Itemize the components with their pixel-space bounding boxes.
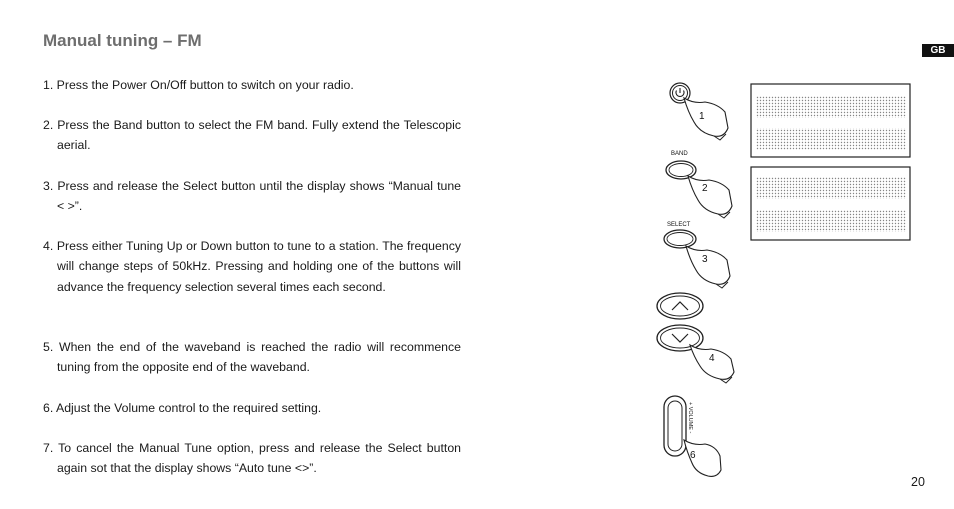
pointing-hand-icon xyxy=(690,345,734,383)
tuning-down-button-icon xyxy=(657,325,703,351)
language-badge: GB xyxy=(922,44,954,57)
step-7: 7. To cancel the Manual Tune option, press and release the Select button again sot that the display shows “Auto tune <>”. xyxy=(43,441,461,476)
pointing-hand-icon xyxy=(688,176,732,218)
volume-control-icon xyxy=(664,396,686,456)
marker-6: 6 xyxy=(690,450,696,461)
pointing-hand-icon xyxy=(686,246,730,288)
page-title: Manual tuning – FM xyxy=(43,31,202,50)
tuning-up-button-icon xyxy=(657,293,703,319)
marker-1: 1 xyxy=(699,111,705,122)
volume-label: + VOLUME - xyxy=(687,402,693,434)
marker-3: 3 xyxy=(702,254,708,265)
band-button-icon xyxy=(666,161,696,179)
pointing-hand-icon xyxy=(684,98,728,140)
marker-2: 2 xyxy=(702,183,708,194)
step-1: 1. Press the Power On/Off button to switch on your radio. xyxy=(43,78,354,92)
page-number: 20 xyxy=(911,475,925,489)
step-4: 4. Press either Tuning Up or Down button to tune to a station. The frequency will change steps of 50kHz. Pressing and holding one of the buttons will advance the frequency selection several times each second. xyxy=(43,239,461,294)
marker-4: 4 xyxy=(709,353,715,364)
lcd-display xyxy=(751,84,910,157)
step-2: 2. Press the Band button to select the FM band. Fully extend the Telescopic aerial. xyxy=(43,118,461,153)
step-6: 6. Adjust the Volume control to the required setting. xyxy=(43,401,322,415)
select-label: SELECT xyxy=(667,222,691,228)
band-label: BAND xyxy=(671,151,688,157)
step-3: 3. Press and release the Select button until the display shows “Manual tune < >”. xyxy=(43,179,461,214)
lcd-display xyxy=(751,167,910,240)
step-5: 5. When the end of the waveband is reached the radio will recommence tuning from the opposite end of the waveband. xyxy=(43,340,461,375)
select-button-icon xyxy=(664,230,696,248)
